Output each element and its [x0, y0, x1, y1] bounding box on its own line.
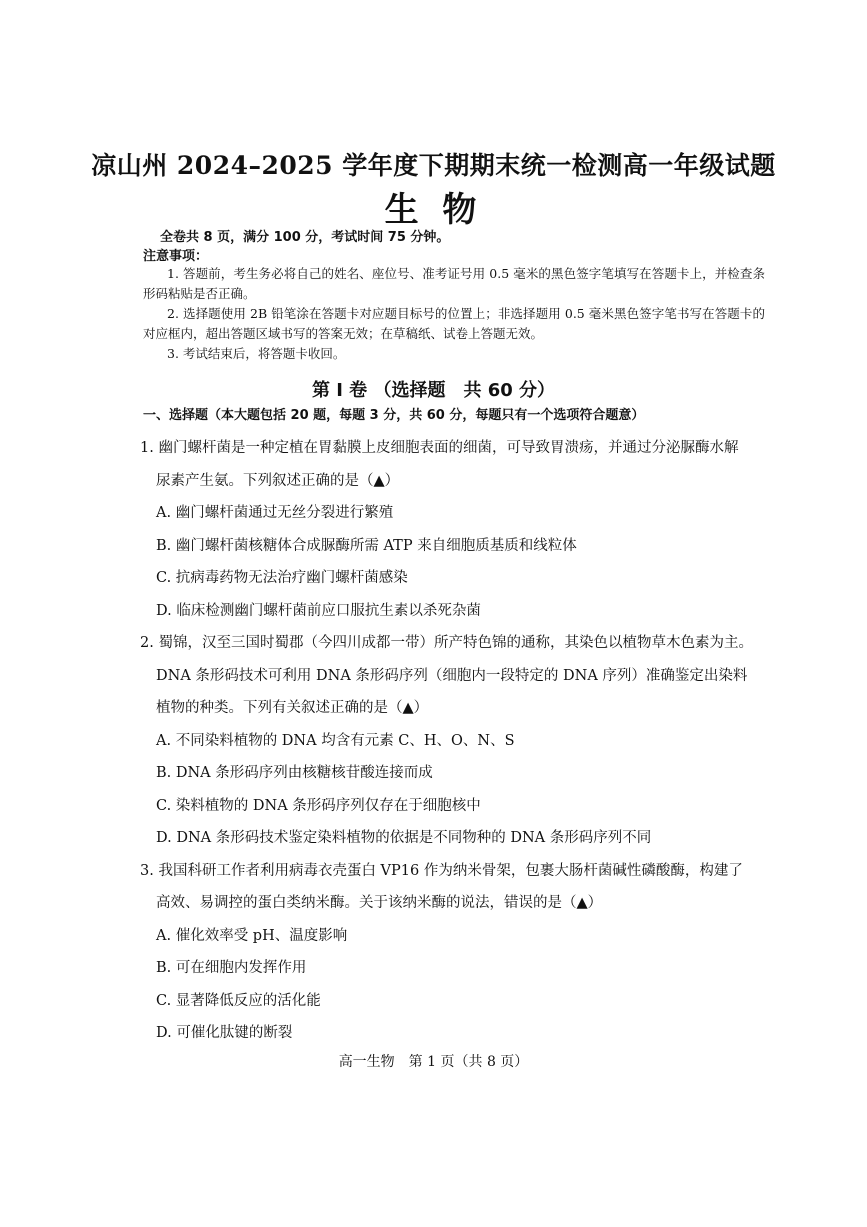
question-stem: DNA 条形码技术可利用 DNA 条形码序列（细胞内一段特定的 DNA 序列）准确鉴定出染料 — [156, 667, 748, 684]
question-stem: 1. 幽门螺杆菌是一种定植在胃黏膜上皮细胞表面的细菌，可导致胃溃疡，并通过分泌脲酶水解 — [140, 440, 739, 456]
option-c: C. 抗病毒药物无法治疗幽门螺杆菌感染 — [156, 570, 408, 586]
question-list — [140, 432, 764, 1050]
notice-item: 2. 选择题使用 2B 铅笔涂在答题卡对应题目标号的位置上；非选择题用 0.5 毫米黑色签字笔书写在答题卡的对应框内，超出答题区域书写的答案无效；在草稿纸、试卷上答题无效。 — [143, 306, 765, 341]
notice-item: 3. 考试结束后，将答题卡收回。 — [167, 346, 346, 361]
notice-title: 注意事项： — [143, 249, 209, 264]
notice-item: 1. 答题前，考生务必将自己的姓名、座位号、准考证号用 0.5 毫米的黑色签字笔填写在答题卡上，并检查条形码粘贴是否正确。 — [143, 266, 765, 301]
question-3 — [140, 855, 764, 1050]
question-stem: 尿素产生氨。下列叙述正确的是（▲） — [156, 472, 400, 489]
page-footer: 高一生物 第 1 页（共 8 页） — [338, 1054, 529, 1070]
option-a: A. 不同染料植物的 DNA 均含有元素 C、H、O、N、S — [156, 732, 515, 749]
option-a: A. 幽门螺杆菌通过无丝分裂进行繁殖 — [156, 505, 394, 521]
section-title: 第 Ⅰ 卷 （选择题 共 60 分） — [311, 380, 556, 401]
option-c: C. 染料植物的 DNA 条形码序列仅存在于细胞核中 — [156, 797, 481, 814]
exam-title: 凉山州 2024–2025 学年度下期期末统一检测高一年级试题 — [91, 151, 776, 180]
question-stem: 3. 我国科研工作者利用病毒衣壳蛋白 VP16 作为纳米骨架，包裹大肠杆菌碱性磷酸酶，构建了 — [140, 862, 743, 879]
option-d: D. 临床检测幽门螺杆菌前应口服抗生素以杀死杂菌 — [156, 602, 481, 619]
question-2 — [140, 627, 764, 855]
option-b: B. DNA 条形码序列由核糖核苷酸连接而成 — [156, 765, 433, 781]
notice-list — [143, 264, 765, 364]
question-stem: 植物的种类。下列有关叙述正确的是（▲） — [156, 700, 429, 716]
question-1 — [140, 432, 764, 627]
option-b: B. 幽门螺杆菌核糖体合成脲酶所需 ATP 来自细胞质基质和线粒体 — [156, 537, 577, 554]
subject-title: 生 物 — [384, 190, 483, 230]
option-d: D. DNA 条形码技术鉴定染料植物的依据是不同物种的 DNA 条形码序列不同 — [156, 830, 652, 846]
option-a: A. 催化效率受 pH、温度影响 — [156, 927, 348, 944]
option-b: B. 可在细胞内发挥作用 — [156, 960, 307, 976]
question-stem: 高效、易调控的蛋白类纳米酶。关于该纳米酶的说法，错误的是（▲） — [156, 895, 603, 911]
exam-meta: 全卷共 8 页，满分 100 分，考试时间 75 分钟。 — [160, 230, 450, 245]
question-stem: 2. 蜀锦，汉至三国时蜀郡（今四川成都一带）所产特色锦的通称，其染色以植物草木色素为主。 — [140, 635, 753, 651]
option-d: D. 可催化肽键的断裂 — [156, 1025, 293, 1041]
option-c: C. 显著降低反应的活化能 — [156, 992, 321, 1009]
section-instruction: 一、选择题（本大题包括 20 题，每题 3 分，共 60 分，每题只有一个选项符合题意） — [143, 408, 645, 423]
